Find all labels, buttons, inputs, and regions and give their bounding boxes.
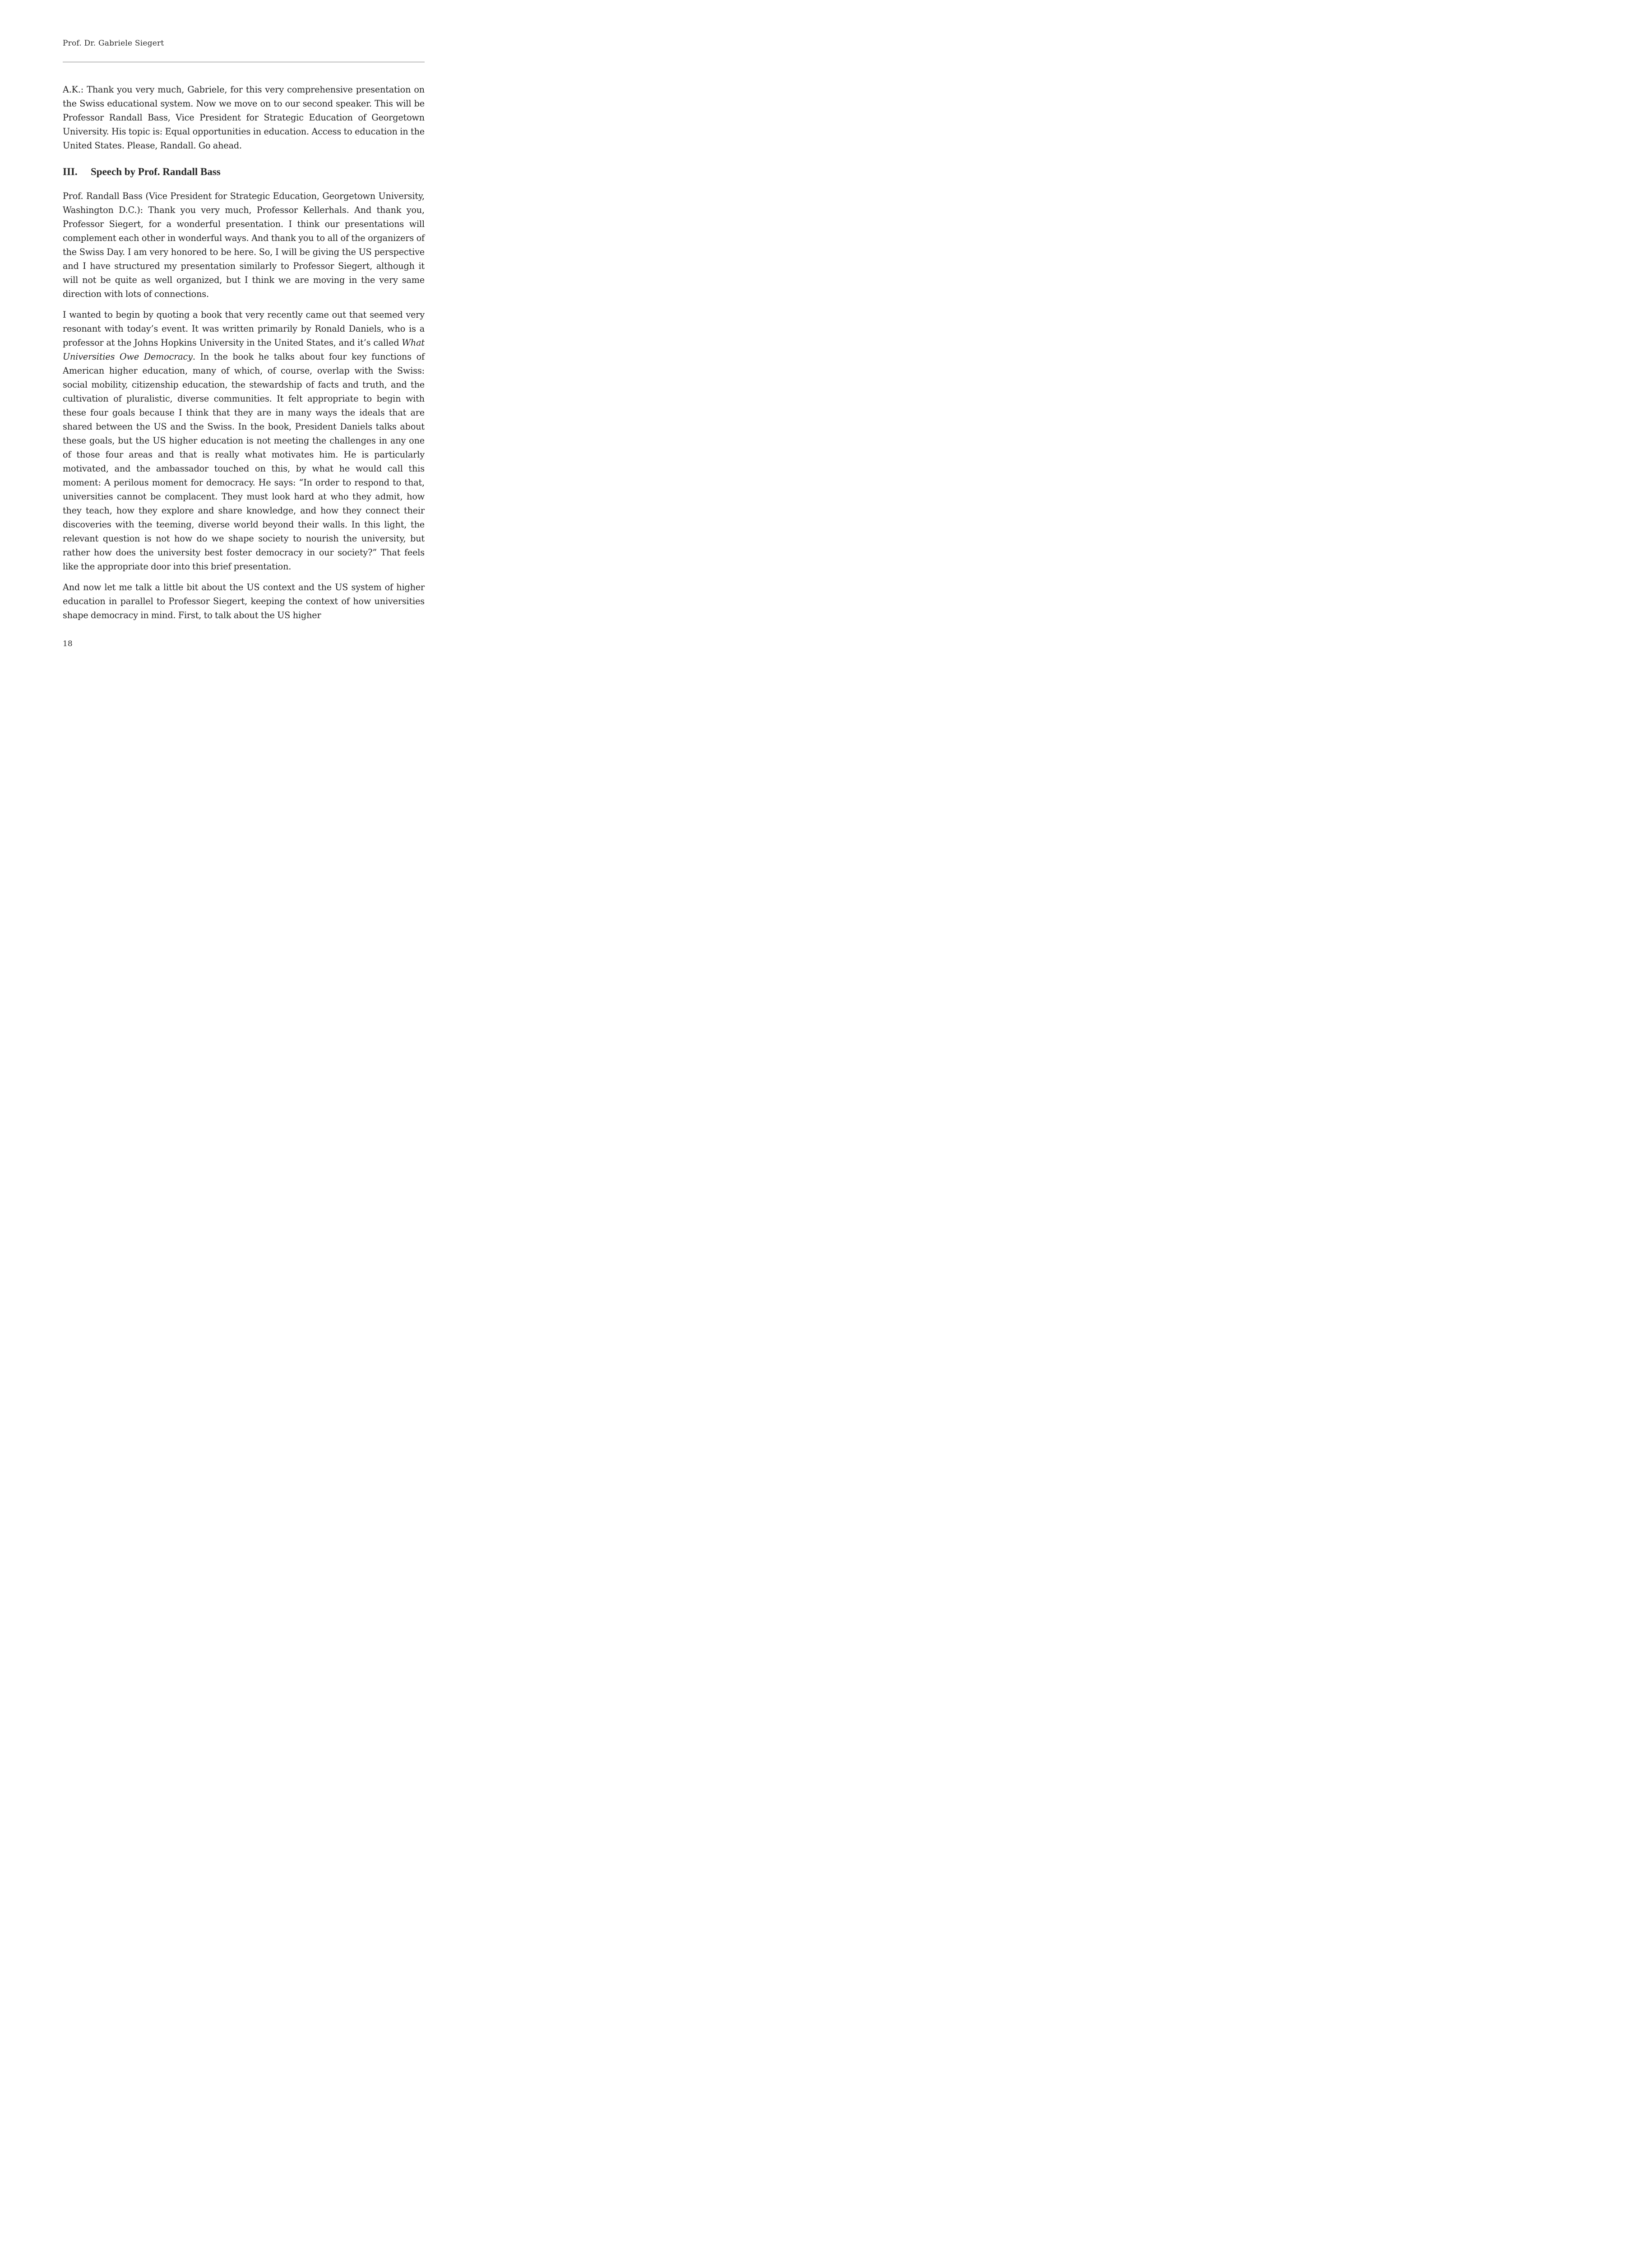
paragraph-2-text-a: I wanted to begin by quoting a book that very recently came out that seemed very resonant with today’s event. It was written primarily by Ronald Daniels, who is a professor at the Johns Hopkins University in the United States, and it’s called [63, 310, 425, 348]
paragraph-2 [63, 308, 425, 573]
running-head: Prof. Dr. Gabriele Siegert [63, 39, 164, 48]
section-number: III. [63, 166, 78, 177]
body-text [63, 83, 425, 629]
paragraph-3: And now let me talk a little bit about the US context and the US system of higher education in parallel to Professor Siegert, keeping the context of how universities shape democracy in mind. First, to talk about the US higher [63, 582, 425, 620]
book-title: What Universities Owe Democracy [63, 337, 425, 362]
paragraph-2-text-b: . In the book he talks about four key functions of American higher education, many of which, of course, overlap with the Swiss: social mobility, citizenship education, the stewardship of facts and truth, and the cultivation of pluralistic, diverse communities. It felt appropriate to begin with these four goals because I think that they are in many ways the ideals that are shared between the US and the Swiss. In the book, President Daniels talks about these goals, but the US higher education is not meeting the challenges in any one of those four areas and that is really what motivates him. He is particularly motivated, and the ambassador touched on this, by what he would call this moment: A perilous moment for democracy. He says: “In order to respond to that, universities cannot be complacent. They must look hard at who they admit, how they teach, how they explore and share knowledge, and how they connect their discoveries with the teeming, diverse world beyond their walls. In this light, the relevant question is not how do we shape society to nourish the university, but rather how does the university best foster democracy in our society?” That feels like the appropriate door into this brief presentation. [63, 351, 425, 572]
paragraph-1: Prof. Randall Bass (Vice President for Strategic Education, Georgetown University, Washington D.C.): Thank you very much, Professor Kellerhals. And thank you, Professor Siegert, for a wonderful presentation. I think our presentations will complement each other in wonderful ways. And thank you to all of the organizers of the Swiss Day. I am very honored to be here. So, I will be giving the US perspective and I have structured my presentation similarly to Professor Siegert, although it will not be quite as well organized, but I think we are moving in the very same direction with lots of connections. [63, 191, 425, 299]
paragraph-intro: A.K.: Thank you very much, Gabriele, for this very comprehensive presentation on the Swiss educational system. Now we move on to our second speaker. This will be Professor Randall Bass, Vice President for Strategic Education of Georgetown University. His topic is: Equal opportunities in education. Access to education in the United States. Please, Randall. Go ahead. [63, 84, 425, 151]
page-number: 18 [63, 639, 73, 648]
section-title: Speech by Prof. Randall Bass [91, 166, 221, 177]
section-heading [63, 165, 425, 179]
